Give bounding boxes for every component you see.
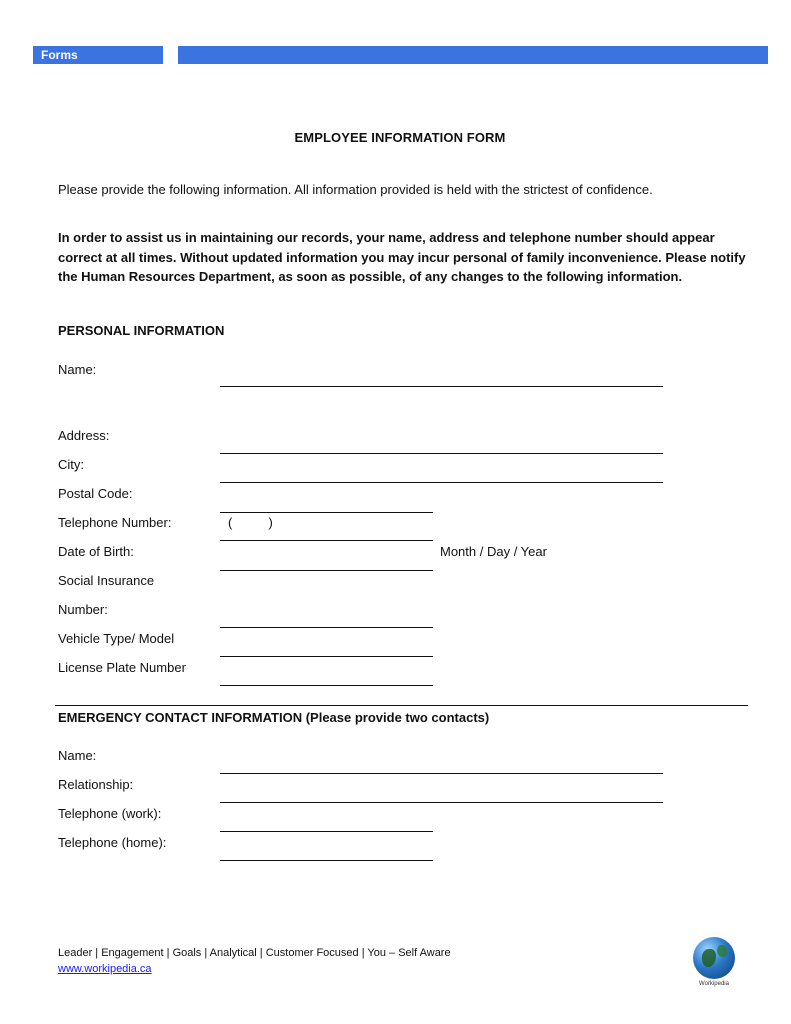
sin-label-line2: Number: (58, 602, 108, 617)
workipedia-logo (690, 937, 738, 993)
name-label: Name: (58, 362, 97, 377)
city-label: City: (58, 457, 84, 472)
area-code-hint: ( ) (228, 515, 273, 530)
dob-format-hint: Month / Day / Year (440, 544, 547, 559)
section-divider (55, 705, 748, 706)
sin-field[interactable] (220, 627, 433, 628)
footer-link[interactable]: www.workipedia.ca (58, 963, 152, 975)
home-phone-field[interactable] (220, 860, 433, 861)
logo-text: Workipedia (699, 981, 729, 987)
home-phone-label: Telephone (home): (58, 835, 167, 850)
address-field[interactable] (220, 453, 663, 454)
notice-text: In order to assist us in maintaining our records, your name, address and telephone number should appear correct at all times. Without updated information you may incur personal of family inconvenience. Please notify the Human Resources Department, as soon as possible, of any changes to the following information. (58, 230, 746, 284)
sin-label-line1: Social Insurance (58, 573, 155, 588)
city-field[interactable] (220, 482, 663, 483)
plate-label: License Plate Number (58, 660, 186, 675)
postal-code-field[interactable] (220, 512, 433, 513)
footer-values: Leader | Engagement | Goals | Analytical | Customer Focused | You – Self Aware (58, 947, 451, 959)
globe-icon (693, 937, 735, 979)
work-phone-label: Telephone (work): (58, 806, 162, 821)
telephone-label: Telephone Number: (58, 515, 172, 530)
work-phone-field[interactable] (220, 831, 433, 832)
dob-field[interactable] (220, 570, 433, 571)
address-label: Address: (58, 428, 110, 443)
name-field[interactable] (220, 386, 663, 387)
postal-code-label: Postal Code: (58, 486, 133, 501)
emergency-name-label: Name: (58, 748, 97, 763)
relationship-label: Relationship: (58, 777, 134, 792)
personal-section-title: PERSONAL INFORMATION (58, 323, 225, 338)
plate-field[interactable] (220, 685, 433, 686)
emergency-section-title: EMERGENCY CONTACT INFORMATION (Please provide two contacts) (58, 710, 490, 725)
dob-label: Date of Birth: (58, 544, 134, 559)
header-bar (178, 46, 768, 64)
telephone-field[interactable] (220, 540, 433, 541)
header-tab: Forms (33, 46, 163, 64)
relationship-field[interactable] (220, 802, 663, 803)
vehicle-field[interactable] (220, 656, 433, 657)
intro-text: Please provide the following information. All information provided is held with the strictest of confidence. (58, 182, 653, 197)
vehicle-label: Vehicle Type/ Model (58, 631, 175, 646)
emergency-name-field[interactable] (220, 773, 663, 774)
form-title: EMPLOYEE INFORMATION FORM (294, 130, 506, 145)
